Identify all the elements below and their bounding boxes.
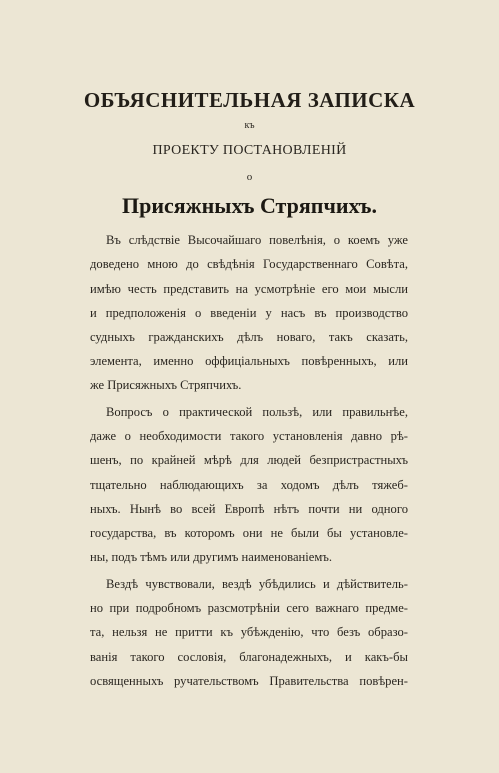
body-line: судныхъ гражданскихъ дѣлъ новаго, такъ сказать, [90, 330, 408, 344]
body-line: освященныхъ ручательствомъ Правительства повѣрен- [90, 674, 408, 688]
document-title: ОБЪЯСНИТЕЛЬНАЯ ЗАПИСКА [83, 88, 416, 112]
body-line: Въ слѣдствіе Высочайшаго повелѣнія, о коемъ уже [106, 233, 408, 247]
preposition-k: къ [244, 120, 255, 131]
body-line: даже о необходимости такого установленія давно рѣ- [90, 429, 408, 443]
body-line: та, нельзя не притти къ убѣжденію, что безъ образо- [90, 625, 408, 639]
body-line: Вопросъ о практической пользѣ, или правильнѣе, [106, 405, 408, 419]
body-line: шенъ, по крайней мѣрѣ для людей безпристрастныхъ [90, 453, 408, 467]
preposition-o: о [246, 171, 253, 183]
body-line: государства, въ которомъ они не были бы установле- [90, 526, 408, 540]
body-line: и предположенія о введеніи у насъ въ производство [90, 306, 408, 320]
body-line: доведено мною до свѣдѣнія Государственнаго Совѣта, [90, 257, 408, 271]
body-line: имѣю честь представить на усмотрѣніе его мои мысли [90, 282, 408, 296]
body-line: ныхъ. Нынѣ во всей Европѣ нѣтъ почти ни одного [90, 502, 408, 516]
document-subtitle: ПРОЕКТУ ПОСТАНОВЛЕНІЙ [152, 143, 347, 158]
body-line: Вездѣ чувствовали, вездѣ убѣдились и дѣйствитель- [106, 577, 408, 591]
document-heading: Присяжныхъ Стряпчихъ. [121, 193, 378, 218]
body-line: тщательно наблюдающихъ за ходомъ дѣлъ тяжеб- [90, 478, 408, 492]
body-line: ны, подъ тѣмъ или другимъ наименованіемъ. [90, 550, 332, 564]
body-line: но при подробномъ разсмотрѣніи сего важнаго предме- [90, 601, 408, 615]
body-line: элемента, именно оффиціальныхъ повѣренныхъ, или [90, 354, 408, 368]
body-line: же Присяжныхъ Стряпчихъ. [90, 378, 242, 392]
body-line: ванія такого сословія, благонадежныхъ, и какъ-бы [90, 650, 408, 664]
